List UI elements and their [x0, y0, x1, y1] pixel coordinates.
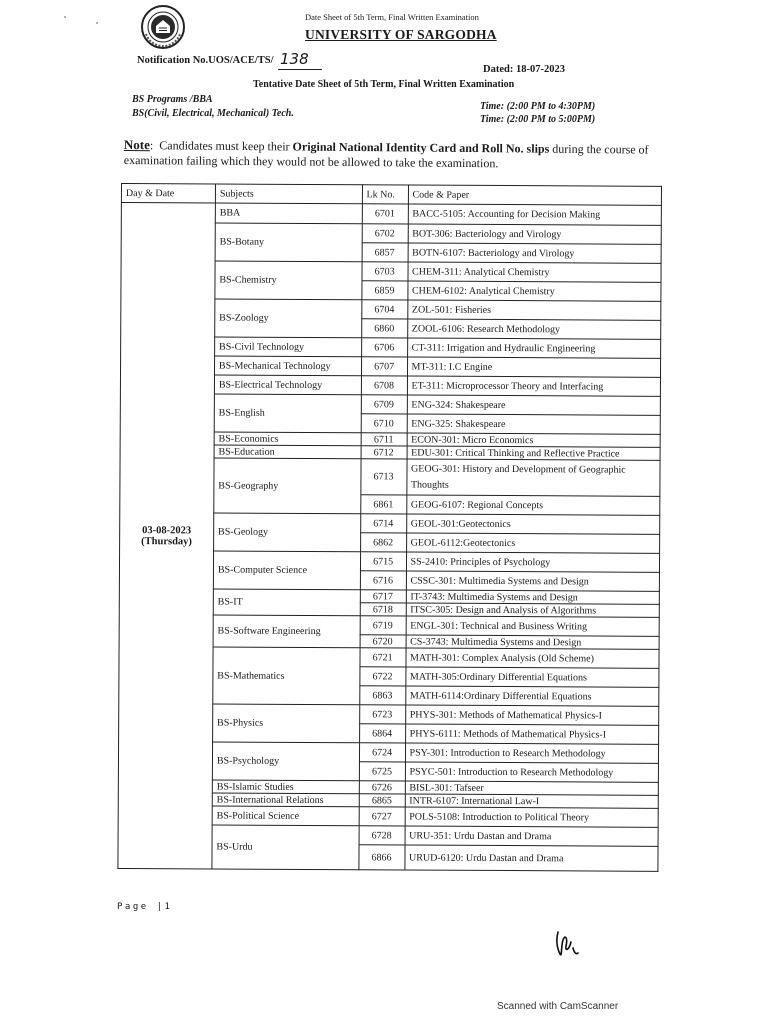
lk-number-cell: 6707: [361, 357, 407, 376]
lk-number-cell: 6713: [360, 459, 406, 495]
lk-number-cell: 6725: [359, 762, 405, 781]
note-text-after: during the course of examination failing which they would not be allowed to take the examination.: [123, 141, 649, 171]
notification-underline: [278, 69, 322, 70]
lk-number-cell: 6722: [359, 667, 405, 686]
lk-number-cell: 6702: [362, 224, 408, 243]
scanner-watermark: Scanned with CamScanner: [497, 1001, 619, 1012]
code-paper-cell: ET-311: Microprocessor Theory and Interfacing: [407, 376, 661, 396]
subject-cell: BS-International Relations: [212, 793, 359, 807]
lk-number-cell: 6864: [359, 724, 405, 743]
code-paper-cell: BISL-301: Tafseer: [405, 781, 659, 795]
code-paper-cell: MT-311: I.C Engine: [407, 357, 661, 377]
code-paper-cell: IT-3743: Multimedia Systems and Design: [406, 590, 660, 604]
code-paper-cell: PHYS-6111: Methods of Mathematical Physics-I: [405, 724, 659, 744]
notification-number: 138: [280, 50, 309, 68]
subject-cell: BBA: [215, 203, 362, 224]
subject-cell: BS-Software Engineering: [213, 615, 360, 648]
code-paper-cell: BOTN-6107: Bacteriology and Virology: [408, 243, 662, 263]
code-paper-cell: MATH-301: Complex Analysis (Old Scheme): [406, 648, 660, 668]
header-day-date: Day & Date: [121, 184, 215, 203]
lk-number-cell: 6709: [361, 395, 407, 414]
lk-number-cell: 6703: [362, 262, 408, 281]
lk-number-cell: 6706: [361, 338, 407, 357]
lk-number-cell: 6724: [359, 743, 405, 762]
code-paper-cell: BACC-5105: Accounting for Decision Making: [408, 204, 662, 225]
subject-cell: BS-Chemistry: [215, 261, 362, 300]
lk-number-cell: 6710: [361, 414, 407, 433]
code-paper-cell: PHYS-301: Methods of Mathematical Physics-I: [405, 705, 659, 725]
exam-weekday: (Thursday): [141, 535, 192, 547]
subject-cell: BS-Education: [214, 445, 361, 459]
code-paper-cell: MATH-6114:Ordinary Differential Equations: [405, 686, 659, 706]
code-paper-cell: ZOOL-6106: Research Methodology: [407, 319, 661, 339]
lk-number-cell: 6723: [359, 705, 405, 724]
code-paper-cell: CS-3743: Multimedia Systems and Design: [406, 635, 660, 649]
lk-number-cell: 6862: [360, 533, 406, 552]
subject-cell: BS-Botany: [215, 223, 362, 262]
lk-number-cell: 6714: [360, 514, 406, 533]
code-paper-cell: GEOL-6112:Geotectonics: [406, 533, 660, 553]
note-text-before: Candidates must keep their: [159, 138, 293, 154]
subject-cell: BS-Mathematics: [213, 647, 360, 705]
code-paper-cell: EDU-301: Critical Thinking and Reflective Practice: [407, 446, 661, 460]
time-line-1: Time: (2:00 PM to 4:30PM): [480, 101, 596, 112]
lk-number-cell: 6728: [359, 826, 405, 845]
program-line-2: BS(Civil, Electrical, Mechanical) Tech.: [132, 108, 294, 119]
table-row: [121, 203, 661, 226]
lk-number-cell: 6715: [360, 552, 406, 571]
lk-number-cell: 6866: [359, 845, 405, 870]
code-paper-cell: BOT-306: Bacteriology and Virology: [408, 224, 662, 244]
lk-number-cell: 6712: [361, 446, 407, 459]
header-lk-no: Lk No.: [362, 185, 408, 204]
code-paper-cell: PSYC-501: Introduction to Research Methodology: [405, 762, 659, 782]
code-paper-cell: GEOG-301: History and Development of Geographic Thoughts: [406, 459, 660, 496]
header-subjects: Subjects: [215, 184, 362, 204]
code-paper-cell: CT-311: Irrigation and Hydraulic Engineering: [407, 338, 661, 358]
lk-number-cell: 6863: [359, 686, 405, 705]
code-paper-cell: ECON-301: Micro Economics: [407, 433, 661, 447]
document-title-line: Date Sheet of 5th Term, Final Written Examination: [305, 12, 479, 22]
lk-number-cell: 6711: [361, 433, 407, 446]
code-paper-cell: ENGL-301: Technical and Business Writing: [406, 616, 660, 636]
code-paper-cell: SS-2410: Principles of Psychology: [406, 552, 660, 572]
code-paper-cell: GEOL-301:Geotectonics: [406, 514, 660, 534]
subject-cell: BS-Geography: [214, 458, 361, 514]
subject-cell: BS-Computer Science: [213, 551, 360, 590]
code-paper-cell: CSSC-301: Multimedia Systems and Design: [406, 571, 660, 591]
lk-number-cell: 6861: [360, 495, 406, 514]
code-paper-cell: ZOL-501: Fisheries: [407, 300, 661, 320]
code-paper-cell: PSY-301: Introduction to Research Methodology: [405, 743, 659, 763]
notification-label: Notification No.UOS/ACE/TS/: [137, 55, 274, 66]
time-line-2: Time: (2:00 PM to 5:00PM): [480, 114, 596, 125]
dated-text: Dated: 18-07-2023: [483, 64, 565, 75]
tentative-title: Tentative Date Sheet of 5th Term, Final Written Examination: [253, 79, 515, 90]
lk-number-cell: 6727: [359, 807, 405, 826]
note-paragraph: Note: Candidates must keep their Original National Identity Card and Roll No. slips during the course of examination failing which they would not be allowed to take the examination.: [123, 137, 649, 171]
subject-cell: BS-English: [214, 394, 361, 433]
subject-cell: BS-Political Science: [212, 806, 359, 826]
subject-cell: BS-Electrical Technology: [214, 375, 361, 395]
lk-number-cell: 6720: [360, 635, 406, 648]
lk-number-cell: 6717: [360, 590, 406, 603]
lk-number-cell: 6719: [360, 616, 406, 635]
scan-speck: [96, 22, 98, 24]
handwritten-signature: [552, 928, 582, 962]
lk-number-cell: 6860: [361, 319, 407, 338]
subject-cell: BS-Civil Technology: [214, 337, 361, 357]
code-paper-cell: GEOG-6107: Regional Concepts: [406, 495, 660, 515]
subject-cell: BS-Economics: [214, 432, 361, 446]
subject-cell: BS-IT: [213, 589, 360, 616]
code-paper-cell: CHEM-6102: Analytical Chemistry: [407, 281, 661, 301]
code-paper-cell: ENG-324: Shakespeare: [407, 395, 661, 415]
lk-number-cell: 6718: [360, 603, 406, 616]
subject-cell: BS-Zoology: [215, 299, 362, 338]
lk-number-cell: 6716: [360, 571, 406, 590]
code-paper-cell: URUD-6120: Urdu Dastan and Drama: [404, 845, 658, 871]
lk-number-cell: 6704: [361, 300, 407, 319]
subject-cell: BS-Geology: [213, 513, 360, 552]
header-code-paper: Code & Paper: [408, 185, 662, 205]
code-paper-cell: CHEM-311: Analytical Chemistry: [408, 262, 662, 282]
page-number: Page |1: [117, 902, 173, 912]
university-seal-logo: [140, 4, 186, 50]
subject-cell: BS-Mechanical Technology: [214, 356, 361, 376]
note-label: Note: [123, 137, 150, 153]
exam-date-cell: [118, 203, 215, 869]
lk-number-cell: 6865: [359, 794, 405, 807]
scan-speck: [64, 16, 66, 18]
date-sheet-table: [117, 183, 662, 872]
code-paper-cell: MATH-305:Ordinary Differential Equations: [405, 667, 659, 687]
subject-cell: BS-Psychology: [212, 742, 359, 781]
lk-number-cell: 6708: [361, 376, 407, 395]
note-bold-text: Original National Identity Card and Roll No. slips: [292, 139, 550, 156]
lk-number-cell: 6721: [360, 648, 406, 667]
exam-date: 03-08-2023: [142, 524, 192, 536]
subject-cell: BS-Islamic Studies: [212, 780, 359, 794]
lk-number-cell: 6726: [359, 781, 405, 794]
lk-number-cell: 6859: [362, 281, 408, 300]
program-line-1: BS Programs /BBA: [132, 94, 213, 105]
code-paper-cell: ITSC-305: Design and Analysis of Algorithms: [406, 603, 660, 617]
code-paper-cell: URU-351: Urdu Dastan and Drama: [405, 826, 659, 846]
lk-number-cell: 6701: [362, 204, 408, 224]
subject-cell: BS-Physics: [212, 704, 359, 743]
lk-number-cell: 6857: [362, 243, 408, 262]
code-paper-cell: POLS-5108: Introduction to Political Theory: [405, 807, 659, 827]
code-paper-cell: ENG-325: Shakespeare: [407, 414, 661, 434]
code-paper-cell: INTR-6107: International Law-I: [405, 794, 659, 808]
subject-cell: BS-Urdu: [212, 825, 359, 870]
university-name: UNIVERSITY OF SARGODHA: [305, 27, 497, 42]
